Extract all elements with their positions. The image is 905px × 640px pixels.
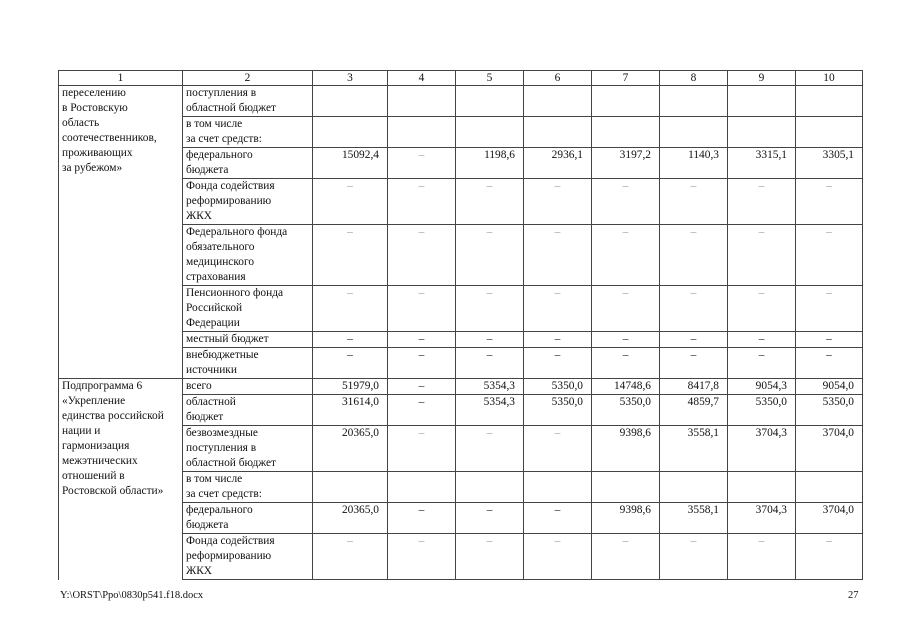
value-cell: –	[660, 332, 728, 348]
value-cell: –	[728, 225, 796, 286]
value-cell: –	[313, 534, 388, 580]
row-label-line: бюджета	[186, 519, 229, 531]
row-label-line: внебюджетные	[186, 349, 259, 361]
value-cell: –	[456, 503, 524, 534]
value-cell	[313, 472, 388, 503]
value-cell	[592, 472, 660, 503]
value-cell: –	[660, 348, 728, 379]
value-cell: –	[388, 148, 456, 179]
row-label	[183, 534, 313, 580]
value-cell: 5350,0	[728, 395, 796, 426]
value-cell: –	[524, 426, 592, 472]
value-cell: –	[524, 225, 592, 286]
row-label	[183, 286, 313, 332]
row-label-line: областной бюджет	[186, 457, 276, 469]
value-cell: 51979,0	[313, 379, 388, 395]
row-label-line: за счет средств:	[186, 133, 262, 145]
value-cell	[313, 86, 388, 117]
value-cell: –	[728, 286, 796, 332]
value-cell: –	[524, 332, 592, 348]
value-cell: –	[388, 225, 456, 286]
row-label-line: федерального	[186, 149, 253, 161]
value-cell: –	[456, 225, 524, 286]
value-cell: 5350,0	[524, 379, 592, 395]
value-cell: 5350,0	[796, 395, 863, 426]
row-label-line: местный бюджет	[186, 333, 269, 345]
value-cell	[796, 117, 863, 148]
row-label-line: ЖКХ	[186, 210, 213, 222]
value-cell: 9398,6	[592, 426, 660, 472]
header-cell: 6	[524, 71, 592, 86]
value-cell: –	[728, 179, 796, 225]
value-cell: –	[388, 534, 456, 580]
row-label	[183, 503, 313, 534]
row-label-line: областной	[186, 396, 236, 408]
section-title-line: переселению	[62, 87, 126, 99]
value-cell: –	[456, 179, 524, 225]
value-cell	[524, 86, 592, 117]
section-title-line: область	[62, 117, 100, 129]
value-cell: 8417,8	[660, 379, 728, 395]
value-cell: –	[313, 225, 388, 286]
value-cell	[728, 472, 796, 503]
header-cell: 3	[313, 71, 388, 86]
value-cell: –	[388, 379, 456, 395]
header-row	[59, 71, 863, 86]
header-cell: 9	[728, 71, 796, 86]
value-cell: –	[524, 348, 592, 379]
section-title-line: Подпрограмма 6	[62, 380, 143, 392]
row-label	[183, 395, 313, 426]
value-cell: 3315,1	[728, 148, 796, 179]
value-cell: 3704,3	[728, 503, 796, 534]
value-cell: –	[660, 534, 728, 580]
row-label	[183, 332, 313, 348]
value-cell: 5354,3	[456, 379, 524, 395]
value-cell: –	[456, 286, 524, 332]
value-cell: 15092,4	[313, 148, 388, 179]
row-label-line: страхования	[186, 271, 246, 283]
value-cell: –	[592, 225, 660, 286]
section-title	[59, 86, 183, 379]
value-cell: 3704,3	[728, 426, 796, 472]
row-label-line: всего	[186, 380, 212, 392]
value-cell: –	[313, 348, 388, 379]
value-cell: –	[524, 503, 592, 534]
value-cell: 3305,1	[796, 148, 863, 179]
section-title-line: за рубежом»	[62, 162, 123, 174]
row-label-line: безвозмездные	[186, 427, 258, 439]
value-cell	[388, 117, 456, 148]
row-label	[183, 472, 313, 503]
value-cell: 3704,0	[796, 503, 863, 534]
value-cell: –	[388, 286, 456, 332]
value-cell: 4859,7	[660, 395, 728, 426]
value-cell: 20365,0	[313, 503, 388, 534]
value-cell: –	[388, 179, 456, 225]
header-cell: 2	[183, 71, 313, 86]
row-label	[183, 426, 313, 472]
table-row	[59, 86, 863, 117]
value-cell	[524, 117, 592, 148]
value-cell	[660, 472, 728, 503]
value-cell: –	[660, 286, 728, 332]
row-label	[183, 117, 313, 148]
row-label-line: Российской	[186, 302, 243, 314]
value-cell: –	[796, 348, 863, 379]
row-label-line: в том числе	[186, 118, 243, 130]
value-cell: –	[796, 534, 863, 580]
value-cell: –	[388, 426, 456, 472]
row-label	[183, 225, 313, 286]
row-label-line: ЖКХ	[186, 565, 213, 577]
section-title-line: межэтнических	[62, 455, 138, 467]
value-cell: –	[728, 348, 796, 379]
value-cell: –	[313, 286, 388, 332]
row-label-line: за счет средств:	[186, 488, 262, 500]
budget-table	[58, 70, 863, 580]
header-cell: 1	[59, 71, 183, 86]
row-label-line: реформированию	[186, 195, 272, 207]
row-label-line: федерального	[186, 504, 253, 516]
section-title-line: единства российской	[62, 410, 164, 422]
value-cell: –	[592, 534, 660, 580]
row-label-line: обязательного	[186, 241, 255, 253]
value-cell: –	[456, 534, 524, 580]
value-cell: –	[524, 534, 592, 580]
value-cell: 1140,3	[660, 148, 728, 179]
row-label-line: Федерации	[186, 317, 240, 329]
value-cell: 9054,0	[796, 379, 863, 395]
value-cell	[592, 86, 660, 117]
document-path: Y:\ORST\Ppo\0830p541.f18.docx	[60, 590, 204, 601]
row-label	[183, 379, 313, 395]
value-cell: –	[524, 179, 592, 225]
value-cell: –	[728, 534, 796, 580]
header-cell: 4	[388, 71, 456, 86]
value-cell: 3558,1	[660, 503, 728, 534]
value-cell: –	[524, 286, 592, 332]
value-cell	[660, 86, 728, 117]
value-cell: 5350,0	[592, 395, 660, 426]
value-cell: –	[592, 348, 660, 379]
row-label-line: поступления в	[186, 87, 257, 99]
value-cell: –	[592, 332, 660, 348]
value-cell: 20365,0	[313, 426, 388, 472]
row-label-line: областной бюджет	[186, 102, 276, 114]
row-label-line: реформированию	[186, 550, 272, 562]
value-cell	[456, 117, 524, 148]
value-cell: –	[728, 332, 796, 348]
section-title-line: соотечественников,	[62, 132, 157, 144]
value-cell	[456, 472, 524, 503]
section-title-line: «Укрепление	[62, 395, 126, 407]
value-cell: –	[388, 348, 456, 379]
value-cell	[796, 86, 863, 117]
row-label	[183, 348, 313, 379]
value-cell: –	[796, 332, 863, 348]
value-cell: –	[660, 179, 728, 225]
value-cell: –	[592, 179, 660, 225]
row-label-line: Федерального фонда	[186, 226, 288, 238]
row-label-line: Фонда содействия	[186, 180, 275, 192]
value-cell: 3558,1	[660, 426, 728, 472]
value-cell: –	[796, 179, 863, 225]
value-cell: 31614,0	[313, 395, 388, 426]
value-cell: –	[388, 395, 456, 426]
value-cell: –	[456, 332, 524, 348]
row-label-line: в том числе	[186, 473, 243, 485]
value-cell: –	[796, 225, 863, 286]
table-row	[59, 379, 863, 395]
value-cell: –	[660, 225, 728, 286]
value-cell: 9398,6	[592, 503, 660, 534]
section-title-line: Ростовской области»	[62, 485, 164, 497]
value-cell: –	[388, 332, 456, 348]
section-title-line: нации и	[62, 425, 101, 437]
row-label	[183, 179, 313, 225]
section-title-line: в Ростовскую	[62, 102, 128, 114]
header-cell: 5	[456, 71, 524, 86]
value-cell: 5354,3	[456, 395, 524, 426]
section-title	[59, 379, 183, 580]
value-cell: –	[313, 179, 388, 225]
value-cell	[388, 86, 456, 117]
header-cell: 10	[796, 71, 863, 86]
value-cell	[456, 86, 524, 117]
row-label-line: бюджета	[186, 164, 229, 176]
row-label-line: Фонда содействия	[186, 535, 275, 547]
value-cell: –	[456, 426, 524, 472]
value-cell: –	[592, 286, 660, 332]
value-cell: 5350,0	[524, 395, 592, 426]
value-cell: –	[456, 348, 524, 379]
value-cell: 14748,6	[592, 379, 660, 395]
row-label	[183, 148, 313, 179]
value-cell: 1198,6	[456, 148, 524, 179]
value-cell: –	[796, 286, 863, 332]
row-label-line: медицинского	[186, 256, 255, 268]
header-cell: 8	[660, 71, 728, 86]
value-cell: 9054,3	[728, 379, 796, 395]
value-cell: 3197,2	[592, 148, 660, 179]
value-cell: 3704,0	[796, 426, 863, 472]
row-label-line: бюджет	[186, 411, 224, 423]
value-cell	[728, 117, 796, 148]
value-cell: –	[388, 503, 456, 534]
value-cell	[660, 117, 728, 148]
page-number: 27	[848, 590, 859, 601]
value-cell	[728, 86, 796, 117]
value-cell	[796, 472, 863, 503]
header-cell: 7	[592, 71, 660, 86]
section-title-line: отношений в	[62, 470, 125, 482]
value-cell: 2936,1	[524, 148, 592, 179]
value-cell: –	[313, 332, 388, 348]
row-label-line: источники	[186, 364, 237, 376]
section-title-line: проживающих	[62, 147, 133, 159]
value-cell	[313, 117, 388, 148]
row-label-line: поступления в	[186, 442, 257, 454]
section-title-line: гармонизация	[62, 440, 130, 452]
row-label-line: Пенсионного фонда	[186, 287, 284, 299]
value-cell	[524, 472, 592, 503]
value-cell	[388, 472, 456, 503]
row-label	[183, 86, 313, 117]
value-cell	[592, 117, 660, 148]
